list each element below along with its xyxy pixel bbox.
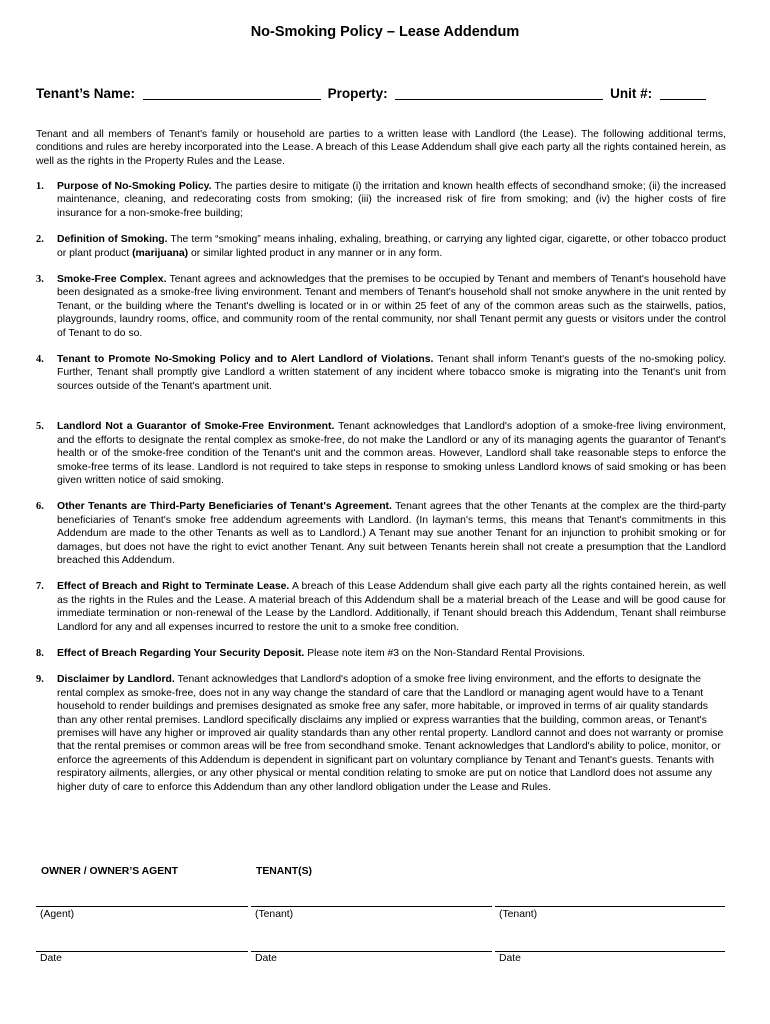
item-number: 1. xyxy=(36,181,44,192)
property-label: Property: xyxy=(327,86,388,101)
item-heading: Smoke-Free Complex. xyxy=(57,274,167,286)
item-heading: Disclaimer by Landlord. xyxy=(57,674,175,686)
policy-item xyxy=(36,647,726,660)
date-label-3: Date xyxy=(499,953,521,964)
item-text: Tenant agrees that the other Tenants at the complex are the third-party beneficiaries of Tenant's smoke free addendum agreements with Landlord. (In layman's terms, this means that Tenant's commitments in this Addendum are made to the other Tenants as well as to Landlord.) A Tenant may sue another Tenant for an injunction to prohibit smoking or for damages, but does not have the right to evict another Tenant. Any suit between Tenants herein shall not create a presumption that the Landlord breached this Addendum. xyxy=(57,501,726,566)
item-text: The parties desire to mitigate (i) the irritation and known health effects of secondhand smoke; (ii) the increased maintenance, cleaning, and redecorating costs from smoking; (iii) the increased risk of fire from smoking; and (iv) the higher costs of fire insurance for a non-smoke-free building; xyxy=(57,181,727,219)
policy-item xyxy=(36,500,726,567)
tenant-signature-line-2[interactable] xyxy=(495,906,725,907)
item-text: Tenant agrees and acknowledges that the premises to be occupied by Tenant and members of Tenant's household have been designated as a smoke-free living environment. Tenant and members of Tenant's household shall not smoke anywhere in the unit rented by Tenant, or the building where the Tenant's dwelling is located or in or within 25 feet of any of the common areas such as the stairwells, patios, playgrounds, laundry rooms, office, and community room of the rental community, nor shall Tenant permit any guests or visitors under the control of Tenant to do so. xyxy=(57,274,726,339)
item-number: 6. xyxy=(36,501,44,513)
tenant-label-1: (Tenant) xyxy=(255,909,294,920)
item-number: 4. xyxy=(36,354,44,366)
item-number: 8. xyxy=(36,647,44,659)
item-heading: Landlord Not a Guarantor of Smoke-Free Environment. xyxy=(57,421,335,433)
tenant-info-line xyxy=(36,86,706,101)
policy-items-list xyxy=(36,180,726,794)
item-number: 5. xyxy=(36,421,44,433)
owner-heading: OWNER / OWNER’S AGENT xyxy=(41,866,179,877)
tenant-heading: TENANT(S) xyxy=(256,866,312,877)
item-number: 2. xyxy=(36,234,44,246)
date-label-1: Date xyxy=(40,953,62,964)
agent-date-line[interactable] xyxy=(36,951,248,952)
tenant-date-line-2[interactable] xyxy=(495,951,725,952)
item-text: Tenant shall inform Tenant's guests of the no-smoking policy. Further, Tenant shall promptly give Landlord a written statement of any incident where tobacco smoke is migrating into the Tenant's unit from sources outside of the Tenant's apartment unit. xyxy=(57,354,726,392)
page-title: No-Smoking Policy – Lease Addendum xyxy=(250,24,520,40)
item-heading: Purpose of No-Smoking Policy. xyxy=(57,181,212,192)
unit-label: Unit #: xyxy=(610,86,653,101)
item-heading: Effect of Breach Regarding Your Security Deposit. xyxy=(57,647,305,659)
policy-item xyxy=(36,273,726,340)
property-field[interactable] xyxy=(395,86,603,100)
tenant-date-line-1[interactable] xyxy=(251,951,492,952)
item-heading: Tenant to Promote No-Smoking Policy and to Alert Landlord of Violations. xyxy=(57,354,434,366)
policy-item xyxy=(36,420,726,487)
policy-item xyxy=(36,673,726,794)
intro-paragraph: Tenant and all members of Tenant's family or household are parties to a written lease with Landlord (the Lease). The following additional terms, conditions and rules are hereby incorporated into the Lease. A breach of this Lease Addendum shall give each party all the rights contained herein, as well as the rights in the Property Rules and the Lease. xyxy=(36,129,726,167)
agent-signature-line[interactable] xyxy=(36,906,248,907)
item-number: 3. xyxy=(36,274,44,286)
policy-item xyxy=(36,353,726,393)
policy-item xyxy=(36,233,726,260)
policy-item xyxy=(36,580,726,634)
item-text-after: or similar lighted product in any manner or in any form. xyxy=(188,247,443,259)
tenant-name-field[interactable] xyxy=(143,86,321,100)
item-text: A breach of this Lease Addendum shall give each party all the rights contained herein, as well as the rights in the Rules and the Lease. A material breach of this Addendum shall be a material breach of the Lease and will be good cause for immediate termination or non-renewal of the Lease by the Landlord. Additionally, if Tenant should breach this Addendum, Tenant shall reimburse Landlord for any and all expenses incurred to restore the unit to a smoke free condition. xyxy=(57,581,726,633)
item-heading: Effect of Breach and Right to Terminate Lease. xyxy=(57,581,290,593)
item-heading: Other Tenants are Third-Party Beneficiaries of Tenant's Agreement. xyxy=(57,501,392,513)
item-number: 7. xyxy=(36,581,44,593)
agent-label: (Agent) xyxy=(40,909,75,920)
item-heading: Definition of Smoking. xyxy=(57,234,168,246)
tenant-name-label: Tenant’s Name: xyxy=(36,86,136,101)
policy-item xyxy=(36,180,726,220)
item-text: Tenant acknowledges that Landlord's adoption of a smoke-free living environment, and the efforts to designate the rental complex as smoke-free, do not make the Landlord or any of its managing agents the guarantor of Tenant's health or of the smoke-free condition of the Tenant's unit and the common areas. However, Landlord shall take reasonable steps to enforce the smoke-free terms of its lease. Landlord is not required to take steps in response to smoking unless Landlord knows of said smoking or has been given written notice of said smoking. xyxy=(57,421,727,486)
item-number: 9. xyxy=(36,674,44,686)
item-bold-inline: (marijuana) xyxy=(132,247,189,259)
tenant-label-2: (Tenant) xyxy=(499,909,538,920)
date-label-2: Date xyxy=(255,953,277,964)
item-text: Tenant acknowledges that Landlord's adoption of a smoke free living environment, and the efforts to designate the rental complex as smoke-free, does not in any way change the standard of care that the Landlord or managing agent would have to a Tenant household to render buildings and premises designated as smoke free any safer, more habitable, or improved in terms of air quality standards than any other rental premises. Landlord specifically disclaims any implied or express warranties that the building, common areas, or Tenant's premises will have any higher or improved air quality standards than any other rental property. Landlord cannot and does not warranty or promise that the rental premises or common areas will be free from secondhand smoke. Tenant acknowledges that Landlord's ability to police, monitor, or enforce the agreements of this Addendum is dependent in significant part on voluntary compliance by Tenant and Tenant's guests. Tenants with respiratory ailments, allergies, or any other physical or mental condition relating to smoke are put on notice that Landlord does not assume any higher duty of care to enforce this Addendum than any other landlord obligation under the Lease and Rules. xyxy=(57,674,724,793)
item-text: The term “smoking” means inhaling, exhaling, breathing, or carrying any lighted cigar, cigarette, or other tobacco product or plant product xyxy=(57,234,727,259)
tenant-signature-line-1[interactable] xyxy=(251,906,492,907)
unit-field[interactable] xyxy=(660,86,706,100)
item-text: Please note item #3 on the Non-Standard Rental Provisions. xyxy=(304,647,586,659)
